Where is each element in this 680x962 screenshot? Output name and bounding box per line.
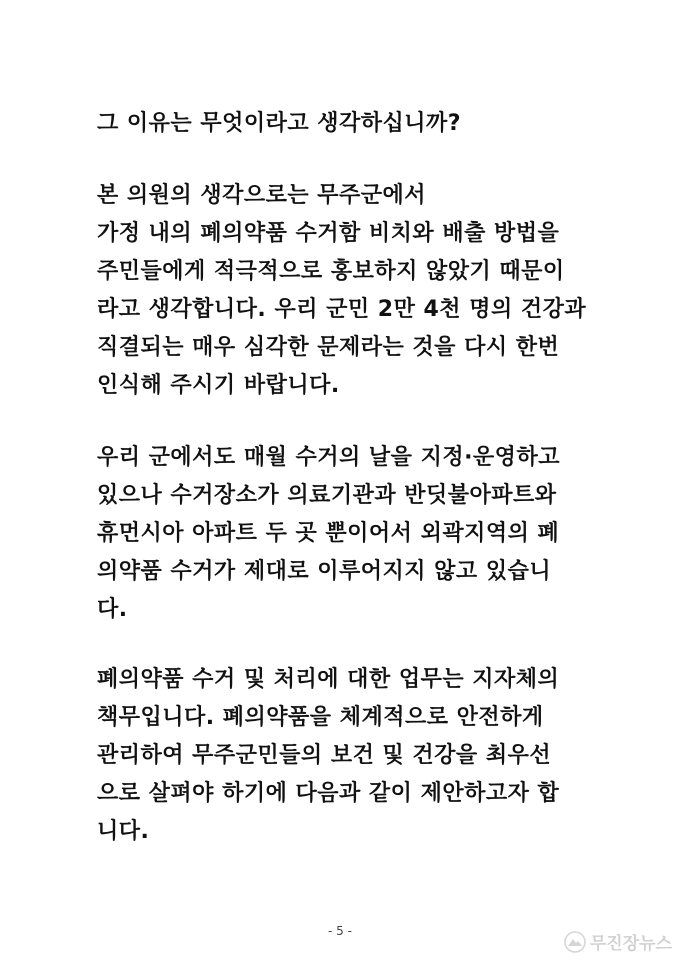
paragraph-4-line-5: 니다. (97, 819, 150, 844)
paragraph-2-line-6: 인식해 주시기 바랍니다. (97, 373, 340, 398)
paragraph-4-line-3: 관리하여 무주군민들의 보건 및 건강을 최우선 (97, 743, 552, 768)
paragraph-2-line-4: 라고 생각합니다. 우리 군민 2만 4천 명의 건강과 (97, 297, 587, 322)
watermark-text: 무진장뉴스 (589, 934, 672, 954)
paragraph-3-line-3: 휴먼시아 아파트 두 곳 뿐이어서 외곽지역의 폐 (97, 521, 560, 546)
paragraph-2-line-1: 본 의원의 생각으로는 무주군에서 (97, 183, 427, 208)
paragraph-4-line-4: 으로 살펴야 하기에 다음과 같이 제안하고자 합 (97, 781, 560, 806)
paragraph-3-line-2: 있으나 수거장소가 의료기관과 반딧불아파트와 (97, 483, 557, 508)
paragraph-2-line-5: 직결되는 매우 심각한 문제라는 것을 다시 한번 (97, 335, 560, 360)
mountain-logo-icon (564, 931, 586, 953)
paragraph-3-line-5: 다. (97, 597, 128, 622)
paragraph-2-line-3: 주민들에게 적극적으로 홍보하지 않았기 때문이 (97, 259, 565, 284)
paragraph-3-line-4: 의약품 수거가 제대로 이루어지지 않고 있습니 (97, 559, 552, 584)
paragraph-4-line-2: 책무입니다. 폐의약품을 체계적으로 안전하게 (97, 705, 544, 730)
paragraph-1-line-1: 그 이유는 무엇이라고 생각하십니까? (97, 111, 462, 136)
paragraph-2-line-2: 가정 내의 폐의약품 수거함 비치와 배출 방법을 (97, 221, 560, 246)
watermark (564, 929, 672, 954)
page-number: - 5 - (328, 924, 352, 938)
paragraph-3-line-1: 우리 군에서도 매월 수거의 날을 지정·운영하고 (97, 445, 560, 470)
paragraph-4-line-1: 폐의약품 수거 및 처리에 대한 업무는 지자체의 (97, 667, 560, 692)
